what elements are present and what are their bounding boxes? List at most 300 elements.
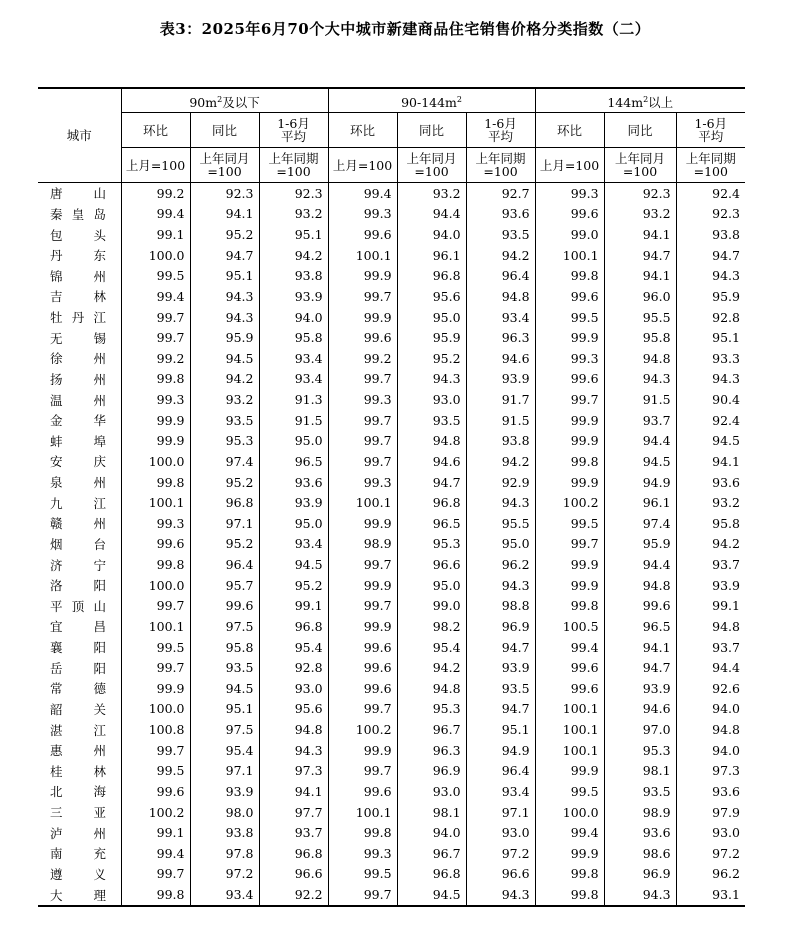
index-value-cell: 99.7 xyxy=(121,307,190,328)
index-value-cell: 94.2 xyxy=(676,534,745,555)
index-value-cell: 99.9 xyxy=(328,266,397,287)
index-value-cell: 95.0 xyxy=(466,534,535,555)
index-value-cell: 96.5 xyxy=(604,616,676,637)
city-name: 牡丹江 xyxy=(50,310,106,326)
index-value-cell: 94.8 xyxy=(259,719,328,740)
index-value-cell: 95.6 xyxy=(397,286,466,307)
index-value-cell: 93.2 xyxy=(676,492,745,513)
index-value-cell: 95.3 xyxy=(397,699,466,720)
index-value-cell: 94.1 xyxy=(604,224,676,245)
index-value-cell: 93.6 xyxy=(676,472,745,493)
city-cell xyxy=(38,884,121,906)
group-header-small: $90m^2$及以下 xyxy=(121,88,328,113)
index-value-cell: 92.2 xyxy=(259,884,328,906)
city-cell xyxy=(38,802,121,823)
ytd-avg-header: 1-6月 平均 xyxy=(466,113,535,148)
index-value-cell: 99.7 xyxy=(121,327,190,348)
city-name: 宜昌 xyxy=(50,619,106,635)
city-name: 桂林 xyxy=(50,763,106,779)
index-value-cell: 96.1 xyxy=(604,492,676,513)
index-value-cell: 93.4 xyxy=(190,884,259,906)
city-cell xyxy=(38,204,121,225)
table-row xyxy=(38,204,745,225)
index-value-cell: 100.1 xyxy=(328,245,397,266)
index-value-cell: 94.9 xyxy=(604,472,676,493)
index-value-cell: 96.3 xyxy=(466,327,535,348)
index-value-cell: 96.9 xyxy=(466,616,535,637)
index-value-cell: 99.6 xyxy=(535,678,604,699)
index-value-cell: 99.4 xyxy=(121,843,190,864)
city-cell xyxy=(38,327,121,348)
sub-header-row xyxy=(38,113,745,148)
index-value-cell: 99.4 xyxy=(535,637,604,658)
index-value-cell: 99.9 xyxy=(121,431,190,452)
index-value-cell: 93.5 xyxy=(190,410,259,431)
index-value-cell: 96.8 xyxy=(259,616,328,637)
index-value-cell: 99.4 xyxy=(535,822,604,843)
index-value-cell: 93.6 xyxy=(259,472,328,493)
index-value-cell: 95.0 xyxy=(259,431,328,452)
city-cell xyxy=(38,761,121,782)
index-value-cell: 93.6 xyxy=(604,822,676,843)
city-name: 丹东 xyxy=(50,248,106,264)
index-value-cell: 93.9 xyxy=(604,678,676,699)
index-value-cell: 99.6 xyxy=(328,678,397,699)
table-row xyxy=(38,657,745,678)
index-value-cell: 97.2 xyxy=(190,864,259,885)
index-value-cell: 99.6 xyxy=(535,204,604,225)
index-value-cell: 100.1 xyxy=(328,492,397,513)
index-value-cell: 99.1 xyxy=(121,822,190,843)
index-value-cell: 96.5 xyxy=(397,513,466,534)
index-value-cell: 99.6 xyxy=(121,534,190,555)
index-value-cell: 96.7 xyxy=(397,843,466,864)
city-name: 平顶山 xyxy=(50,598,106,614)
table-row xyxy=(38,596,745,617)
index-value-cell: 97.9 xyxy=(676,802,745,823)
index-value-cell: 100.8 xyxy=(121,719,190,740)
index-value-cell: 99.7 xyxy=(121,864,190,885)
index-value-cell: 99.6 xyxy=(190,596,259,617)
index-value-cell: 94.1 xyxy=(190,204,259,225)
index-value-cell: 94.2 xyxy=(466,245,535,266)
index-value-cell: 99.8 xyxy=(328,822,397,843)
index-value-cell: 99.9 xyxy=(535,410,604,431)
table-row xyxy=(38,183,745,204)
index-value-cell: 98.0 xyxy=(190,802,259,823)
index-value-cell: 94.9 xyxy=(466,740,535,761)
index-value-cell: 93.7 xyxy=(259,822,328,843)
index-value-cell: 99.9 xyxy=(535,761,604,782)
index-value-cell: 93.4 xyxy=(259,369,328,390)
table-row xyxy=(38,389,745,410)
index-value-cell: 99.9 xyxy=(535,575,604,596)
index-value-cell: 94.4 xyxy=(676,657,745,678)
base-last-year-month: 上年同月 =100 xyxy=(397,148,466,183)
table-row xyxy=(38,761,745,782)
base-header-row xyxy=(38,148,745,183)
index-value-cell: 99.5 xyxy=(535,307,604,328)
index-value-cell: 99.7 xyxy=(328,431,397,452)
city-name: 扬州 xyxy=(50,371,106,387)
index-value-cell: 92.3 xyxy=(676,204,745,225)
index-value-cell: 99.5 xyxy=(535,781,604,802)
city-cell xyxy=(38,410,121,431)
index-value-cell: 93.5 xyxy=(190,657,259,678)
index-value-cell: 94.3 xyxy=(466,575,535,596)
city-name: 湛江 xyxy=(50,722,106,738)
table-row xyxy=(38,678,745,699)
ytd-avg-header: 1-6月 平均 xyxy=(676,113,745,148)
index-value-cell: 99.8 xyxy=(121,472,190,493)
index-value-cell: 99.6 xyxy=(121,781,190,802)
index-value-cell: 94.7 xyxy=(466,699,535,720)
city-cell xyxy=(38,348,121,369)
index-value-cell: 93.9 xyxy=(190,781,259,802)
index-value-cell: 92.3 xyxy=(604,183,676,204)
city-name: 吉林 xyxy=(50,289,106,305)
index-value-cell: 95.1 xyxy=(676,327,745,348)
index-value-cell: 94.3 xyxy=(604,369,676,390)
table-row xyxy=(38,822,745,843)
index-value-cell: 93.5 xyxy=(466,678,535,699)
index-value-cell: 99.7 xyxy=(328,596,397,617)
city-cell xyxy=(38,224,121,245)
index-value-cell: 100.1 xyxy=(535,740,604,761)
index-value-cell: 94.8 xyxy=(676,719,745,740)
index-value-cell: 93.6 xyxy=(466,204,535,225)
index-value-cell: 99.8 xyxy=(121,554,190,575)
index-value-cell: 94.3 xyxy=(676,369,745,390)
city-name: 锦州 xyxy=(50,268,106,284)
index-value-cell: 92.8 xyxy=(676,307,745,328)
yoy-header: 同比 xyxy=(190,113,259,148)
index-value-cell: 94.2 xyxy=(190,369,259,390)
index-value-cell: 99.4 xyxy=(121,204,190,225)
index-value-cell: 99.7 xyxy=(121,596,190,617)
group-header-large: $144m^2$以上 xyxy=(535,88,745,113)
index-value-cell: 99.9 xyxy=(535,327,604,348)
index-value-cell: 95.3 xyxy=(397,534,466,555)
city-cell xyxy=(38,596,121,617)
index-value-cell: 92.4 xyxy=(676,183,745,204)
index-value-cell: 94.8 xyxy=(604,348,676,369)
index-value-cell: 99.5 xyxy=(328,864,397,885)
city-name: 烟台 xyxy=(50,536,106,552)
index-value-cell: 93.9 xyxy=(466,369,535,390)
index-value-cell: 94.3 xyxy=(604,884,676,906)
city-name: 温州 xyxy=(50,392,106,408)
index-value-cell: 99.6 xyxy=(604,596,676,617)
index-value-cell: 99.9 xyxy=(535,431,604,452)
index-value-cell: 96.4 xyxy=(190,554,259,575)
index-value-cell: 99.3 xyxy=(328,389,397,410)
index-value-cell: 94.0 xyxy=(397,822,466,843)
index-value-cell: 95.9 xyxy=(676,286,745,307)
index-value-cell: 93.9 xyxy=(259,492,328,513)
index-value-cell: 97.5 xyxy=(190,616,259,637)
index-value-cell: 95.4 xyxy=(190,740,259,761)
table-row xyxy=(38,451,745,472)
index-value-cell: 99.7 xyxy=(328,369,397,390)
index-value-cell: 95.3 xyxy=(190,431,259,452)
index-value-cell: 95.2 xyxy=(190,472,259,493)
index-value-cell: 99.9 xyxy=(121,410,190,431)
index-value-cell: 99.8 xyxy=(535,266,604,287)
index-value-cell: 100.1 xyxy=(121,492,190,513)
table-row xyxy=(38,719,745,740)
index-value-cell: 92.7 xyxy=(466,183,535,204)
index-value-cell: 99.3 xyxy=(328,843,397,864)
index-value-cell: 99.3 xyxy=(328,472,397,493)
city-cell xyxy=(38,472,121,493)
city-name: 韶关 xyxy=(50,701,106,717)
index-value-cell: 93.2 xyxy=(397,183,466,204)
city-name: 襄阳 xyxy=(50,640,106,656)
index-value-cell: 93.6 xyxy=(676,781,745,802)
city-name: 九江 xyxy=(50,495,106,511)
city-name: 金华 xyxy=(50,413,106,429)
index-value-cell: 99.1 xyxy=(259,596,328,617)
index-value-cell: 93.7 xyxy=(676,554,745,575)
index-value-cell: 97.3 xyxy=(259,761,328,782)
price-index-table xyxy=(38,87,745,907)
index-value-cell: 94.3 xyxy=(676,266,745,287)
city-name: 常德 xyxy=(50,681,106,697)
city-cell xyxy=(38,616,121,637)
index-value-cell: 99.7 xyxy=(328,410,397,431)
index-value-cell: 96.9 xyxy=(397,761,466,782)
table-row xyxy=(38,348,745,369)
ytd-avg-header: 1-6月 平均 xyxy=(259,113,328,148)
index-value-cell: 95.1 xyxy=(259,224,328,245)
index-value-cell: 97.2 xyxy=(676,843,745,864)
index-value-cell: 93.8 xyxy=(190,822,259,843)
city-name: 泉州 xyxy=(50,475,106,491)
index-value-cell: 93.7 xyxy=(676,637,745,658)
index-value-cell: 91.5 xyxy=(604,389,676,410)
city-name: 唐山 xyxy=(50,186,106,202)
city-cell xyxy=(38,286,121,307)
index-value-cell: 94.6 xyxy=(604,699,676,720)
index-value-cell: 99.9 xyxy=(121,678,190,699)
index-value-cell: 96.2 xyxy=(676,864,745,885)
index-value-cell: 99.7 xyxy=(328,699,397,720)
index-value-cell: 94.7 xyxy=(397,472,466,493)
city-cell xyxy=(38,266,121,287)
table-row xyxy=(38,513,745,534)
index-value-cell: 99.7 xyxy=(328,451,397,472)
index-value-cell: 99.7 xyxy=(535,534,604,555)
index-value-cell: 100.2 xyxy=(535,492,604,513)
city-cell xyxy=(38,183,121,204)
table-row xyxy=(38,843,745,864)
index-value-cell: 94.8 xyxy=(397,431,466,452)
table-row xyxy=(38,802,745,823)
base-last-year-period: 上年同期 =100 xyxy=(466,148,535,183)
table-row xyxy=(38,286,745,307)
city-name: 济宁 xyxy=(50,557,106,573)
index-value-cell: 94.0 xyxy=(676,699,745,720)
index-value-cell: 96.1 xyxy=(397,245,466,266)
index-value-cell: 100.1 xyxy=(535,719,604,740)
page-title: 表3：2025年6月70个大中城市新建商品住宅销售价格分类指数（二） xyxy=(159,20,651,38)
index-value-cell: 96.8 xyxy=(397,266,466,287)
city-cell xyxy=(38,719,121,740)
index-value-cell: 94.5 xyxy=(190,678,259,699)
index-value-cell: 94.7 xyxy=(604,245,676,266)
index-value-cell: 93.7 xyxy=(604,410,676,431)
index-value-cell: 99.3 xyxy=(535,348,604,369)
base-last-month: 上月=100 xyxy=(328,148,397,183)
table-row xyxy=(38,307,745,328)
index-value-cell: 93.1 xyxy=(676,884,745,906)
index-value-cell: 95.9 xyxy=(190,327,259,348)
index-value-cell: 100.1 xyxy=(535,245,604,266)
index-value-cell: 94.4 xyxy=(604,431,676,452)
index-value-cell: 95.9 xyxy=(604,534,676,555)
base-last-year-period: 上年同期 =100 xyxy=(259,148,328,183)
index-value-cell: 94.7 xyxy=(466,637,535,658)
index-value-cell: 99.9 xyxy=(328,740,397,761)
index-value-cell: 96.2 xyxy=(466,554,535,575)
index-value-cell: 94.1 xyxy=(604,266,676,287)
index-value-cell: 99.8 xyxy=(535,596,604,617)
index-value-cell: 96.8 xyxy=(397,492,466,513)
index-value-cell: 100.0 xyxy=(121,245,190,266)
city-cell xyxy=(38,781,121,802)
city-cell xyxy=(38,513,121,534)
index-value-cell: 94.3 xyxy=(190,307,259,328)
index-value-cell: 93.4 xyxy=(466,307,535,328)
index-value-cell: 97.5 xyxy=(190,719,259,740)
index-value-cell: 99.6 xyxy=(328,327,397,348)
index-value-cell: 95.8 xyxy=(259,327,328,348)
index-value-cell: 96.6 xyxy=(466,864,535,885)
city-name: 惠州 xyxy=(50,743,106,759)
index-value-cell: 97.1 xyxy=(190,513,259,534)
table-row xyxy=(38,781,745,802)
index-value-cell: 96.7 xyxy=(397,719,466,740)
index-value-cell: 99.0 xyxy=(397,596,466,617)
index-value-cell: 93.3 xyxy=(676,348,745,369)
index-value-cell: 99.3 xyxy=(535,183,604,204)
index-value-cell: 99.3 xyxy=(328,204,397,225)
index-value-cell: 99.2 xyxy=(121,183,190,204)
index-value-cell: 100.0 xyxy=(535,802,604,823)
index-value-cell: 93.4 xyxy=(259,534,328,555)
index-value-cell: 92.8 xyxy=(259,657,328,678)
index-value-cell: 97.3 xyxy=(676,761,745,782)
index-value-cell: 97.1 xyxy=(466,802,535,823)
index-value-cell: 99.7 xyxy=(121,657,190,678)
index-value-cell: 99.9 xyxy=(535,554,604,575)
index-value-cell: 94.5 xyxy=(397,884,466,906)
table-row xyxy=(38,327,745,348)
city-cell xyxy=(38,369,121,390)
index-value-cell: 99.9 xyxy=(535,843,604,864)
index-value-cell: 95.1 xyxy=(190,699,259,720)
index-value-cell: 96.0 xyxy=(604,286,676,307)
index-value-cell: 94.4 xyxy=(604,554,676,575)
table-row xyxy=(38,410,745,431)
index-value-cell: 95.6 xyxy=(259,699,328,720)
index-value-cell: 99.8 xyxy=(535,884,604,906)
base-last-year-month: 上年同月 =100 xyxy=(190,148,259,183)
index-value-cell: 94.1 xyxy=(259,781,328,802)
city-cell xyxy=(38,245,121,266)
index-value-cell: 98.6 xyxy=(604,843,676,864)
table-row xyxy=(38,492,745,513)
index-value-cell: 99.1 xyxy=(676,596,745,617)
index-value-cell: 94.8 xyxy=(397,678,466,699)
index-value-cell: 96.4 xyxy=(466,761,535,782)
table-row xyxy=(38,864,745,885)
index-value-cell: 97.0 xyxy=(604,719,676,740)
index-value-cell: 94.2 xyxy=(397,657,466,678)
index-value-cell: 95.5 xyxy=(466,513,535,534)
index-value-cell: 99.1 xyxy=(121,224,190,245)
index-value-cell: 95.2 xyxy=(397,348,466,369)
index-value-cell: 90.4 xyxy=(676,389,745,410)
index-value-cell: 99.2 xyxy=(121,348,190,369)
index-value-cell: 94.0 xyxy=(676,740,745,761)
city-cell xyxy=(38,307,121,328)
index-value-cell: 97.1 xyxy=(190,761,259,782)
index-value-cell: 97.8 xyxy=(190,843,259,864)
index-value-cell: 94.3 xyxy=(466,492,535,513)
city-cell xyxy=(38,740,121,761)
index-value-cell: 100.1 xyxy=(535,699,604,720)
mom-header: 环比 xyxy=(121,113,190,148)
city-cell xyxy=(38,451,121,472)
index-value-cell: 93.9 xyxy=(259,286,328,307)
table-row xyxy=(38,884,745,906)
index-value-cell: 95.8 xyxy=(676,513,745,534)
index-value-cell: 99.3 xyxy=(121,513,190,534)
index-value-cell: 95.1 xyxy=(466,719,535,740)
index-value-cell: 96.4 xyxy=(466,266,535,287)
index-value-cell: 94.7 xyxy=(676,245,745,266)
index-value-cell: 93.0 xyxy=(397,389,466,410)
table-row xyxy=(38,575,745,596)
index-value-cell: 94.8 xyxy=(604,575,676,596)
city-cell xyxy=(38,534,121,555)
index-value-cell: 99.5 xyxy=(121,761,190,782)
index-value-cell: 94.1 xyxy=(604,637,676,658)
city-name: 包头 xyxy=(50,227,106,243)
index-value-cell: 99.7 xyxy=(328,884,397,906)
index-value-cell: 94.3 xyxy=(466,884,535,906)
index-value-cell: 100.2 xyxy=(121,802,190,823)
city-name: 赣州 xyxy=(50,516,106,532)
index-value-cell: 93.8 xyxy=(466,431,535,452)
index-value-cell: 96.8 xyxy=(259,843,328,864)
city-cell xyxy=(38,657,121,678)
index-value-cell: 99.7 xyxy=(535,389,604,410)
city-name: 洛阳 xyxy=(50,578,106,594)
index-value-cell: 94.0 xyxy=(259,307,328,328)
city-cell xyxy=(38,575,121,596)
table-body xyxy=(38,183,745,906)
index-value-cell: 96.8 xyxy=(397,864,466,885)
table-header xyxy=(38,88,745,183)
index-value-cell: 93.0 xyxy=(466,822,535,843)
index-value-cell: 93.4 xyxy=(466,781,535,802)
index-value-cell: 95.8 xyxy=(604,327,676,348)
index-value-cell: 99.6 xyxy=(328,781,397,802)
index-value-cell: 94.3 xyxy=(190,286,259,307)
